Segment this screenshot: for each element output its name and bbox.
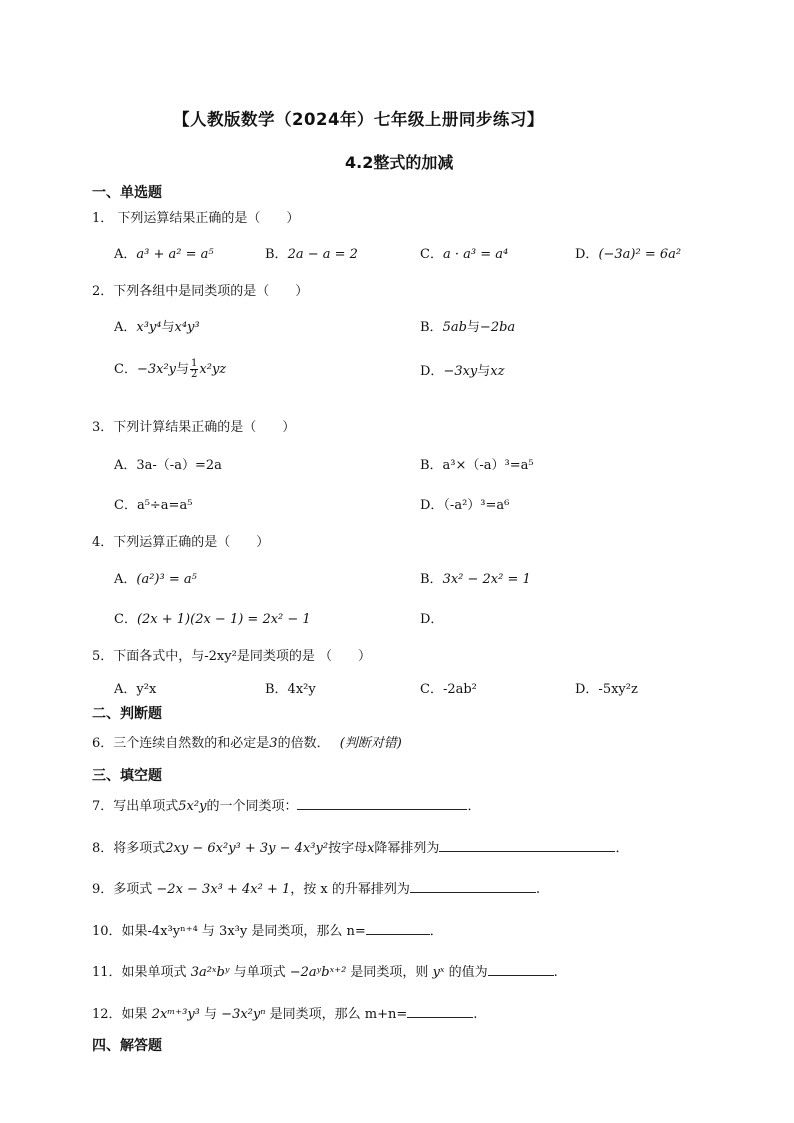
option-label: B． xyxy=(265,247,288,262)
question-7-end: ． xyxy=(467,799,481,814)
answer-blank[interactable] xyxy=(297,797,467,810)
option-term: xz xyxy=(490,364,505,379)
question-1-option-a[interactable] xyxy=(114,243,214,262)
question-2-option-a[interactable] xyxy=(114,316,200,335)
question-8 xyxy=(92,837,628,856)
question-4-option-d[interactable] xyxy=(420,608,443,627)
question-3-option-c[interactable]: C．a⁵÷a=a⁵ xyxy=(114,498,193,513)
question-9-prefix: 9．多项式 xyxy=(92,882,157,897)
option-expression: a³ + a² = a⁵ xyxy=(136,247,214,262)
option-term: −3x²y xyxy=(136,362,177,377)
section-heading-true-false: 二、判断题 xyxy=(92,706,162,722)
question-2-stem: 2．下列各组中是同类项的是（ ） xyxy=(92,284,309,299)
option-connector: 与 xyxy=(477,364,491,379)
option-term: x⁴y³ xyxy=(174,320,200,335)
option-label: B． xyxy=(420,320,443,335)
option-expression: (a²)³ = a⁵ xyxy=(136,572,197,587)
question-2-option-b[interactable] xyxy=(420,316,515,335)
option-label: B． xyxy=(420,572,443,587)
question-6-text: 6．三个连续自然数的和必定是 xyxy=(92,736,270,751)
question-11-expression-3: yˣ xyxy=(432,965,445,980)
question-11 xyxy=(92,961,558,980)
option-label: A． xyxy=(114,572,137,587)
question-2-option-d[interactable] xyxy=(420,360,504,379)
question-8-end: ． xyxy=(615,841,629,856)
question-6-instruction: (判断对错) xyxy=(339,736,402,751)
option-label: C． xyxy=(114,362,137,377)
option-label: D． xyxy=(575,247,599,262)
question-12-suffix: 是同类项，那么 m+n= xyxy=(265,1007,408,1022)
question-7-suffix: 的一个同类项： xyxy=(206,799,298,814)
question-2-option-c[interactable] xyxy=(114,358,226,380)
question-4-option-a[interactable] xyxy=(114,568,197,587)
question-8-expression: 2xy − 6x²y³ + 3y − 4x³y² xyxy=(165,841,329,856)
question-12 xyxy=(92,1003,477,1022)
option-expression: (−3a)² = 6a² xyxy=(598,247,682,262)
question-7-prefix: 7．写出单项式 xyxy=(92,799,179,814)
question-9-suffix: ，按 x 的升幂排列为 xyxy=(290,882,410,897)
option-expression: (2x + 1)(2x − 1) = 2x² − 1 xyxy=(136,612,311,627)
question-4-option-b[interactable] xyxy=(420,568,531,587)
answer-blank[interactable] xyxy=(439,839,615,852)
question-12-middle: 与 xyxy=(199,1007,222,1022)
section-heading-solution: 四、解答题 xyxy=(92,1038,162,1054)
question-12-prefix: 12．如果 xyxy=(92,1007,152,1022)
question-11-expression-2: −2aʸbˣ⁺² xyxy=(289,965,347,980)
question-6 xyxy=(92,732,402,751)
answer-blank[interactable] xyxy=(410,880,536,893)
answer-blank[interactable] xyxy=(366,922,430,935)
question-8-prefix: 8．将多项式 xyxy=(92,841,166,856)
section-heading-fill-blank: 三、填空题 xyxy=(92,768,162,784)
question-5-option-b[interactable]: B．4x²y xyxy=(265,682,316,697)
option-connector: 与 xyxy=(466,320,480,335)
question-9-end: . xyxy=(535,882,541,897)
question-3-option-a[interactable]: A．3a-（-a）=2a xyxy=(114,458,222,473)
question-1-option-c[interactable] xyxy=(420,243,508,262)
option-label: D． xyxy=(420,612,444,627)
question-1-option-d[interactable] xyxy=(575,243,681,262)
question-11-end: . xyxy=(553,965,558,980)
question-5-option-c[interactable]: C．-2ab² xyxy=(420,682,477,697)
question-5-option-a[interactable]: A．y²x xyxy=(114,682,157,697)
question-5-option-d[interactable]: D．-5xy²z xyxy=(575,682,638,697)
question-3-stem: 3．下列计算结果正确的是（ ） xyxy=(92,420,296,435)
answer-blank[interactable] xyxy=(407,1005,473,1018)
question-11-suffix: 是同类项，则 xyxy=(346,965,433,980)
option-expression: 2a − a = 2 xyxy=(287,247,358,262)
fraction-one-half xyxy=(190,359,198,380)
question-11-suffix-2: 的值为 xyxy=(444,965,488,980)
question-8-suffix-2: 降幂排列为 xyxy=(374,841,440,856)
question-10 xyxy=(92,920,443,939)
option-expression: a · a³ = a⁴ xyxy=(442,247,509,262)
question-3-option-b[interactable]: B．a³×（-a）³=a⁵ xyxy=(420,458,534,473)
question-5-stem: 5．下面各式中，与-2xy²是同类项的是 （ ） xyxy=(92,649,371,664)
question-1-option-b[interactable] xyxy=(265,243,358,262)
question-10-end: ． xyxy=(429,924,443,939)
option-term: x³y⁴ xyxy=(136,320,162,335)
question-7 xyxy=(92,795,480,814)
option-label: A． xyxy=(114,320,137,335)
question-11-middle: 与单项式 xyxy=(229,965,290,980)
question-4-stem: 4．下列运算正确的是（ ） xyxy=(92,535,270,550)
answer-blank[interactable] xyxy=(488,963,554,976)
question-12-expression-1: 2xᵐ⁺³y³ xyxy=(151,1007,200,1022)
question-12-expression-2: −3x²yⁿ xyxy=(221,1007,266,1022)
option-expression: 3x² − 2x² = 1 xyxy=(442,572,531,587)
section-heading-single-choice: 一、单选题 xyxy=(92,185,162,201)
question-6-text-2: 的倍数． xyxy=(277,736,330,751)
option-label: C． xyxy=(114,612,137,627)
option-label: C． xyxy=(420,247,443,262)
option-connector: 与 xyxy=(176,362,190,377)
question-9-expression: −2x − 3x³ + 4x² + 1 xyxy=(156,882,291,897)
document-subtitle: 4.2整式的加减 xyxy=(345,153,454,172)
question-4-option-c[interactable] xyxy=(114,608,311,627)
question-11-expression-1: 3a²ˣbʸ xyxy=(190,965,230,980)
question-9 xyxy=(92,878,540,897)
question-12-end: . xyxy=(473,1007,478,1022)
option-label: D． xyxy=(420,364,444,379)
question-1-stem: 1． 下列运算结果正确的是（ ） xyxy=(92,211,300,226)
option-label: A． xyxy=(114,247,137,262)
question-3-option-d[interactable]: D．（-a²）³=a⁶ xyxy=(420,498,510,513)
option-term: 5ab xyxy=(442,320,467,335)
option-term: −2ba xyxy=(479,320,516,335)
option-term: x²yz xyxy=(199,362,227,377)
option-connector: 与 xyxy=(161,320,175,335)
fraction-denominator: 2 xyxy=(191,369,198,380)
fraction-numerator: 1 xyxy=(191,358,198,369)
option-term: −3xy xyxy=(443,364,478,379)
question-8-variable: x xyxy=(367,841,375,856)
question-10-text: 10．如果-4x³yⁿ⁺⁴ 与 3x³y 是同类项，那么 n= xyxy=(92,924,366,939)
question-6-number: 3 xyxy=(269,736,278,751)
question-8-suffix: 按字母 xyxy=(328,841,368,856)
document-title: 【人教版数学（2024年）七年级上册同步练习】 xyxy=(173,110,544,129)
question-7-expression: 5x²y xyxy=(178,799,207,814)
question-11-prefix: 11．如果单项式 xyxy=(92,965,191,980)
